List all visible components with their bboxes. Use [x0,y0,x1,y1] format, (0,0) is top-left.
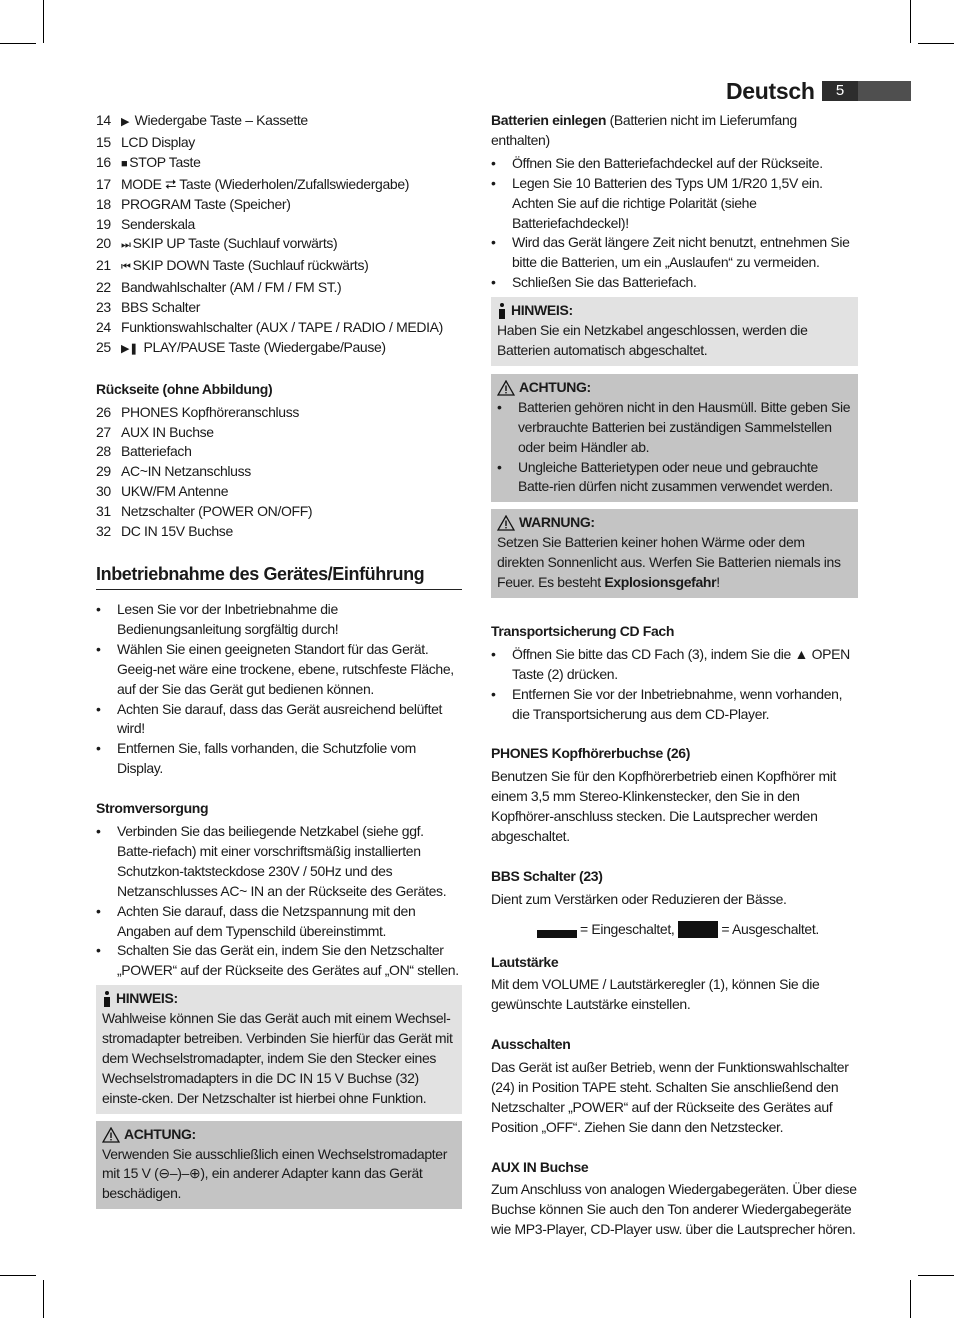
battery-bullets [491,154,858,293]
note-title: HINWEIS: [116,990,178,1007]
aux-heading: AUX IN Buchse [491,1158,589,1175]
crop-mark [910,0,911,43]
bbs-on-symbol [537,930,577,938]
list-item: • Legen Sie 10 Batterien des Typs UM 1/R20 1,5V ein. Achten Sie auf die richtige Polarität (siehe Batteriefachdeckel)! [491,174,858,234]
item-text: PLAY/PAUSE Taste (Wiedergabe/Pause) [143,338,386,355]
item-text: STOP Taste [129,153,201,170]
item-number: 14 [96,112,111,128]
item-text: Senderskala [121,215,195,232]
warnung-end: ! [716,574,720,591]
crop-mark [0,43,36,44]
volume-text: Mit dem VOLUME / Lautstärkeregler (1), können Sie die gewünschte Lautstärke einstellen. [491,976,820,1013]
warning-icon [497,380,515,396]
list-item [96,111,462,133]
power-bullets [96,822,462,981]
transport-heading: Transportsicherung CD Fach [491,622,675,639]
list-item [96,234,462,256]
crop-mark [918,1275,954,1276]
item-text: Batteriefach [121,443,192,460]
item-number: 23 [96,299,111,316]
list-item [96,338,462,360]
list-item [96,462,462,482]
item-number: 25 [96,338,111,355]
item-number: 19 [96,215,111,232]
transport-bullets [491,645,858,725]
item-text: Wiedergabe Taste – Kassette [134,112,308,128]
section-title: Inbetriebnahme des Gerätes/Einführung [96,562,462,590]
item-text: UKW/FM Antenne [121,483,229,500]
list-item [96,215,462,235]
note-text: Haben Sie ein Netzkabel angeschlossen, werden die Batterien automatisch abgeschaltet. [497,322,808,358]
achtung-box [491,374,858,502]
list-item [96,195,462,215]
item-text: AUX IN Buchse [121,423,214,440]
item-number: 26 [96,403,111,420]
list-item [96,153,462,175]
list-item: • Entfernen Sie, falls vorhanden, die Schutzfolie vom Display. [96,739,462,779]
item-number: 22 [96,279,111,296]
note-title: ACHTUNG: [124,1125,196,1142]
stop-icon: ■ [121,157,128,170]
play-pause-icon: ▶❚ [121,342,138,355]
off-heading: Ausschalten [491,1036,571,1053]
battery-heading-note: (Batterien nicht im Lieferumfang enthalten) [491,112,797,148]
list-item: • Entfernen Sie vor der Inbetriebnahme, wenn vorhanden, die Transportsicherung aus dem CD-Player. [491,685,858,725]
bbs-text: Dient zum Verstärken oder Reduzieren der Bässe. [491,890,787,907]
note-title: HINWEIS: [511,302,573,319]
list-item [96,423,462,443]
item-number: 29 [96,463,111,480]
rear-heading: Rückseite (ohne Abbildung) [96,380,273,397]
list-item: • Achten Sie darauf, dass die Netzspannung mit den Angaben auf dem Typenschild übereinstimmt. [96,902,462,942]
phones-text: Benutzen Sie für den Kopfhörerbetrieb einen Kopfhörer mit einem 3,5 mm Stereo-Klinkenstecker, den Sie in den Kopfhörer-anschluss stecken. Die Lautsprecher werden abgeschaltet. [491,768,837,844]
right-column [491,111,858,1240]
list-item: • Schließen Sie das Batteriefach. [491,273,858,293]
page-number: 5 [822,81,858,101]
note-text: Wahlweise können Sie das Gerät auch mit einem Wechsel-stromadapter betreiben. Verbinden Sie hierfür das Gerät mit dem Wechselstromadapter, indem Sie den Stecker eines Wechselstromadapters in die DC IN 15 V Buchse (32) einste-cken. Der Netzschalter ist hierbei ohne Funktion. [102,1010,453,1106]
list-item [96,175,462,195]
bbs-legend [491,920,858,940]
language-header: Deutsch [726,78,815,104]
item-number: 21 [96,257,111,274]
item-number: 18 [96,195,111,212]
bbs-off-symbol [678,921,718,938]
note-title: WARNUNG: [519,514,595,531]
crop-mark [43,0,44,43]
play-icon: ▶ [121,116,130,128]
left-column [96,111,462,1209]
item-text: AC~IN Netzanschluss [121,463,251,480]
volume-heading: Lautstärke [491,953,559,970]
item-text: SKIP DOWN Taste (Suchlauf rückwärts) [132,257,369,274]
aux-text: Zum Anschluss von analogen Wiedergabegeräten. Über diese Buchse können Sie auch den Ton anderer Wiedergabegeräte wie MP3-Player, CD-Player usw. über die Lautsprecher hören. [491,1181,857,1238]
crop-mark [918,43,954,44]
item-number: 24 [96,319,111,336]
item-number: 27 [96,423,111,440]
item-text: MODE ⮂ Taste (Wiederholen/Zufallswiedergabe) [121,175,410,192]
item-number: 17 [96,175,111,192]
warnung-bold: Explosionsgefahr [604,574,717,591]
note-text: Verwenden Sie ausschließlich einen Wechselstromadapter mit 15 V (⊖–)–⊕), ein anderer Adapter kann das Gerät beschädigen. [102,1145,448,1202]
battery-heading: Batterien einlegen [491,112,607,128]
bbs-on-label: = Eingeschaltet, [580,920,675,937]
list-item: • Ungleiche Batterietypen oder neue und gebrauchte Batte-rien dürfen nicht zusammen verwendet werden. [497,458,852,498]
warning-icon [102,1127,120,1143]
item-text: PROGRAM Taste (Speicher) [121,195,291,212]
list-item: • Wird das Gerät längere Zeit nicht benutzt, entnehmen Sie bitte die Batterien, um ein „Auslaufen“ zu vermeiden. [491,233,858,273]
item-number: 20 [96,235,111,252]
list-item: • Öffnen Sie bitte das CD Fach (3), indem Sie die ▲ OPEN Taste (2) drücken. [491,645,858,685]
list-item [96,298,462,318]
item-text: SKIP UP Taste (Suchlauf vorwärts) [132,235,338,252]
list-item: • Lesen Sie vor der Inbetriebnahme die Bedienungsanleitung sorgfältig durch! [96,600,462,640]
note-title: ACHTUNG: [519,378,591,395]
crop-mark [910,1280,911,1318]
item-number: 31 [96,503,111,520]
achtung-bullets [497,398,852,498]
list-item: • Öffnen Sie den Batteriefachdeckel auf der Rückseite. [491,154,858,174]
achtung-box [96,1121,462,1210]
list-item [96,502,462,522]
item-number: 32 [96,523,111,540]
intro-bullets [96,600,462,779]
bbs-heading: BBS Schalter (23) [491,867,603,884]
battery-heading-line [491,111,858,151]
warnung-box [491,509,858,598]
list-item: • Verbinden Sie das beiliegende Netzkabel (siehe ggf. Batte-riefach) mit einer vorschriftsmäßig installierten Schutzkon-taktsteckdose 230V / 50Hz und des Netzanschlusses AC~ IN an der Rückseite des Gerätes. [96,822,462,902]
item-text: Netzschalter (POWER ON/OFF) [121,503,313,520]
list-item [96,318,462,338]
info-icon [102,991,112,1007]
rear-list [96,403,462,542]
warnung-text: Setzen Sie Batterien keiner hohen Wärme oder dem direkten Sonnenlicht aus. Werfen Sie Batterien niemals ins Feuer. Es besteht [497,534,841,591]
list-item: • Batterien gehören nicht in den Hausmüll. Bitte geben Sie verbrauchte Batterien bei zuständigen Sammelstellen oder beim Händler ab. [497,398,852,458]
skip-up-icon: ⏭ [121,239,131,252]
info-icon [497,303,507,319]
list-item [96,133,462,153]
item-text: LCD Display [121,133,195,150]
list-item [96,522,462,542]
bbs-off-label: = Ausgeschaltet. [721,920,819,937]
list-item: • Achten Sie darauf, dass das Gerät ausreichend belüftet wird! [96,700,462,740]
note-text [497,533,852,593]
item-text: Bandwahlschalter (AM / FM / FM ST.) [121,279,342,296]
item-number: 28 [96,443,111,460]
skip-down-icon: ⏮ [121,261,131,274]
list-item [96,442,462,462]
list-item [96,256,462,278]
list-item: • Wählen Sie einen geeigneten Standort für das Gerät. Geeig-net wäre eine trockene, ebene, rutschfeste Fläche, auf der Sie das Gerät gut bedienen können. [96,640,462,700]
list-item: • Schalten Sie das Gerät ein, indem Sie den Netzschalter „POWER“ auf der Rückseite des Gerätes auf „ON“ stellen. [96,941,462,981]
item-number: 16 [96,153,111,170]
off-text: Das Gerät ist außer Betrieb, wenn der Funktionswahlschalter (24) in Position TAPE steht. Schalten Sie anschließend den Netzschalter „POWER“ auf der Rückseite des Gerätes auf Position „OFF“. Ziehen Sie dann den Netzstecker. [491,1059,849,1135]
hinweis-box [491,297,858,366]
hinweis-box [96,985,462,1113]
item-text: BBS Schalter [121,299,201,316]
crop-mark [0,1275,36,1276]
item-text: PHONES Kopfhöreranschluss [121,403,300,420]
page-number-box [822,81,911,101]
item-text: DC IN 15V Buchse [121,523,233,540]
crop-mark [43,1280,44,1318]
item-number: 30 [96,483,111,500]
list-item [96,278,462,298]
phones-heading: PHONES Kopfhörerbuchse (26) [491,745,691,762]
power-heading: Stromversorgung [96,800,209,817]
control-list [96,111,462,360]
list-item [96,482,462,502]
list-item [96,403,462,423]
item-text: Funktionswahlschalter (AUX / TAPE / RADIO / MEDIA) [121,319,443,336]
item-number: 15 [96,133,111,150]
warning-icon [497,515,515,531]
